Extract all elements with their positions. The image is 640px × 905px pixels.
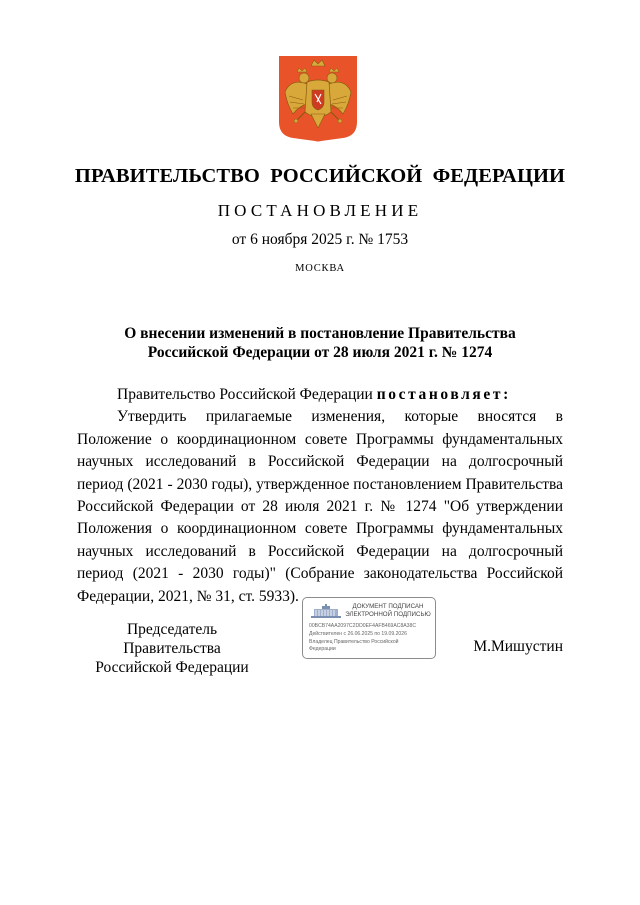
decree-intro bbox=[77, 384, 563, 406]
electronic-signature-stamp bbox=[302, 597, 436, 659]
document-body bbox=[77, 384, 563, 608]
title-line-1: О внесении изменений в постановление Правительства bbox=[124, 325, 516, 342]
signer-position bbox=[77, 620, 267, 677]
government-name: ПРАВИТЕЛЬСТВО РОССИЙСКОЙ ФЕДЕРАЦИИ bbox=[74, 165, 566, 187]
stamp-heading-line-2: ЭЛЕКТРОННОЙ ПОДПИСЬЮ bbox=[345, 610, 431, 618]
stamp-validity: Действителен с 26.06.2025 по 19.09.2026 bbox=[309, 631, 407, 637]
stamp-owner-line-1: Владелец Правительство Российской bbox=[309, 639, 399, 645]
title-line-2: Российской Федерации от 28 июля 2021 г. № 1274 bbox=[147, 344, 493, 361]
decree-word: постановляет: bbox=[376, 386, 511, 403]
document-date-number: от 6 ноября 2025 г. № 1753 bbox=[231, 231, 409, 248]
document-city: МОСКВА bbox=[295, 263, 345, 274]
signer-position-line-1: Председатель Правительства bbox=[123, 621, 221, 657]
document-title bbox=[0, 324, 640, 362]
document-type: ПОСТАНОВЛЕНИЕ bbox=[217, 201, 423, 220]
stamp-certificate: 00BCB74AA2097C2DD0EF4AFB469AC8A38C bbox=[309, 623, 417, 629]
stamp-heading bbox=[343, 603, 433, 618]
government-building-icon bbox=[311, 604, 341, 618]
signer-name: М.Мишустин bbox=[473, 638, 563, 655]
stamp-owner-line-2: Федерации bbox=[309, 646, 336, 652]
decree-intro-text: Правительство Российской Федерации bbox=[117, 386, 377, 403]
decree-paragraph: Утвердить прилагаемые изменения, которые вносятся в Положение о координационном совете Программы фундаментальных научных исследований в Российской Федерации на долгосрочный период (2021 - 2030 годы), утвержденное постановлением Правительства Российской Федерации от 28 июля 2021 г. № 1274 "Об утверждении Положения о координационном совете Программы фундаментальных научных исследований в Российской Федерации на долгосрочный период (2021 - 2030 годы)" (Собрание законодательства Российской Федерации, 2021, № 31, ст. 5933). bbox=[77, 408, 563, 605]
signer-position-line-2: Российской Федерации bbox=[95, 659, 249, 676]
coat-of-arms-icon bbox=[277, 56, 359, 144]
stamp-heading-line-1: ДОКУМЕНТ ПОДПИСАН bbox=[352, 603, 424, 610]
